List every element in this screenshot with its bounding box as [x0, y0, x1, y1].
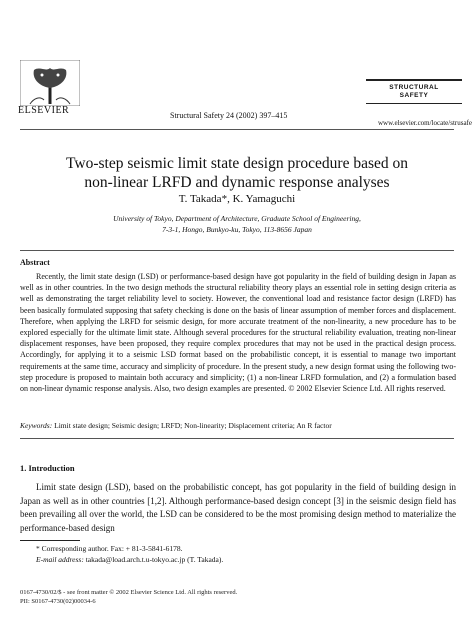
affiliation-line-2: 7-3-1, Hongo, Bunkyo-ku, Tokyo, 113-8656 Japan: [162, 225, 312, 234]
email-address[interactable]: takada@load.arch.t.u-tokyo.ac.jp (T. Takada).: [85, 555, 224, 564]
publisher-name: ELSEVIER: [18, 105, 70, 116]
author-affiliation: [20, 213, 454, 235]
title-line-1: Two-step seismic limit state design procedure based on: [66, 155, 408, 172]
paper-authors: T. Takada*, K. Yamaguchi: [178, 193, 296, 205]
journal-title-line-1: STRUCTURAL: [389, 84, 439, 91]
pii-line: PII: S0167-4730(02)00034-6: [20, 598, 96, 605]
title-line-2: non-linear LRFD and dynamic response analyses: [84, 174, 390, 191]
header-divider: [20, 129, 454, 130]
keywords-list: Limit state design; Seismic design; LRFD; Non-linearity; Displacement criteria; An R factor: [54, 421, 332, 430]
email-note: [36, 554, 223, 565]
journal-url[interactable]: www.elsevier.com/locate/strusafe: [377, 119, 472, 127]
journal-reference: Structural Safety 24 (2002) 397–415: [170, 111, 288, 120]
introduction-heading: 1. Introduction: [20, 463, 75, 473]
email-label: E-mail address:: [36, 555, 84, 564]
introduction-body: Limit state design (LSD), based on the probabilistic concept, has got popularity in the field of building design in Japan as well as in other countries [1,2]. Although performance-based design concept [3] in the seismic design field has been prevailing all over the world, the LSD can be considered to be the most promising design method to materialize the performance-based design: [20, 482, 456, 533]
journal-title-line-2: SAFETY: [399, 92, 429, 99]
footnote-rule: [20, 540, 80, 541]
abstract-divider-bottom: [20, 438, 454, 439]
abstract-heading: Abstract: [20, 258, 50, 267]
copyright-line: 0167-4730/02/$ - see front matter © 2002 Elsevier Science Ltd. All rights reserved.: [20, 589, 238, 596]
corresponding-author-note: * Corresponding author. Fax: + 81-3-5841-6178.: [36, 544, 183, 553]
keywords: [20, 421, 456, 430]
affiliation-line-1: University of Tokyo, Department of Architecture, Graduate School of Engineering,: [113, 214, 361, 223]
abstract-body: Recently, the limit state design (LSD) or performance-based design have got popularity in the field of building design in Japan as well as in other countries. In the two design methods the structural reliability theory plays an essential role in setting design criteria as well as demonstrating the target reliability level to society. However, the conventional load and resistance factor design (LRFD) has been basically formulated supposing that safety checking is done on the basis of linear assumption of member forces and displacement. Therefore, when applying the LRFD for seismic design, for more accurate treatment of the non-linearity, a new procedure has to be explored especially for the ultimate limit state. Although several procedures for the structural reliability evaluation, treating non-linear displacement responses, have been proposed, they require complex procedures that may not be used in the practical design process. Accordingly, for applying it to a seismic LSD format based on the probabilistic concept, it is essential to manage two important requirements at the same time, accuracy and simplicity of procedure. In the present study, a new design format using the following two-step procedure is proposed to maintain both accuracy and simplicity; (1) a non-linear LRFD formulation, and (2) a formulation based on non-linear dynamic response analysis. Also, two design examples are presented. © 2002 Elsevier Science Ltd. All rights reserved.: [20, 272, 456, 394]
journal-title-box: [366, 79, 462, 104]
footnote: [36, 543, 223, 565]
paper-title: [20, 154, 454, 192]
abstract-divider-top: [20, 250, 454, 251]
keywords-label: Keywords:: [20, 421, 53, 430]
copyright-block: [20, 588, 237, 606]
